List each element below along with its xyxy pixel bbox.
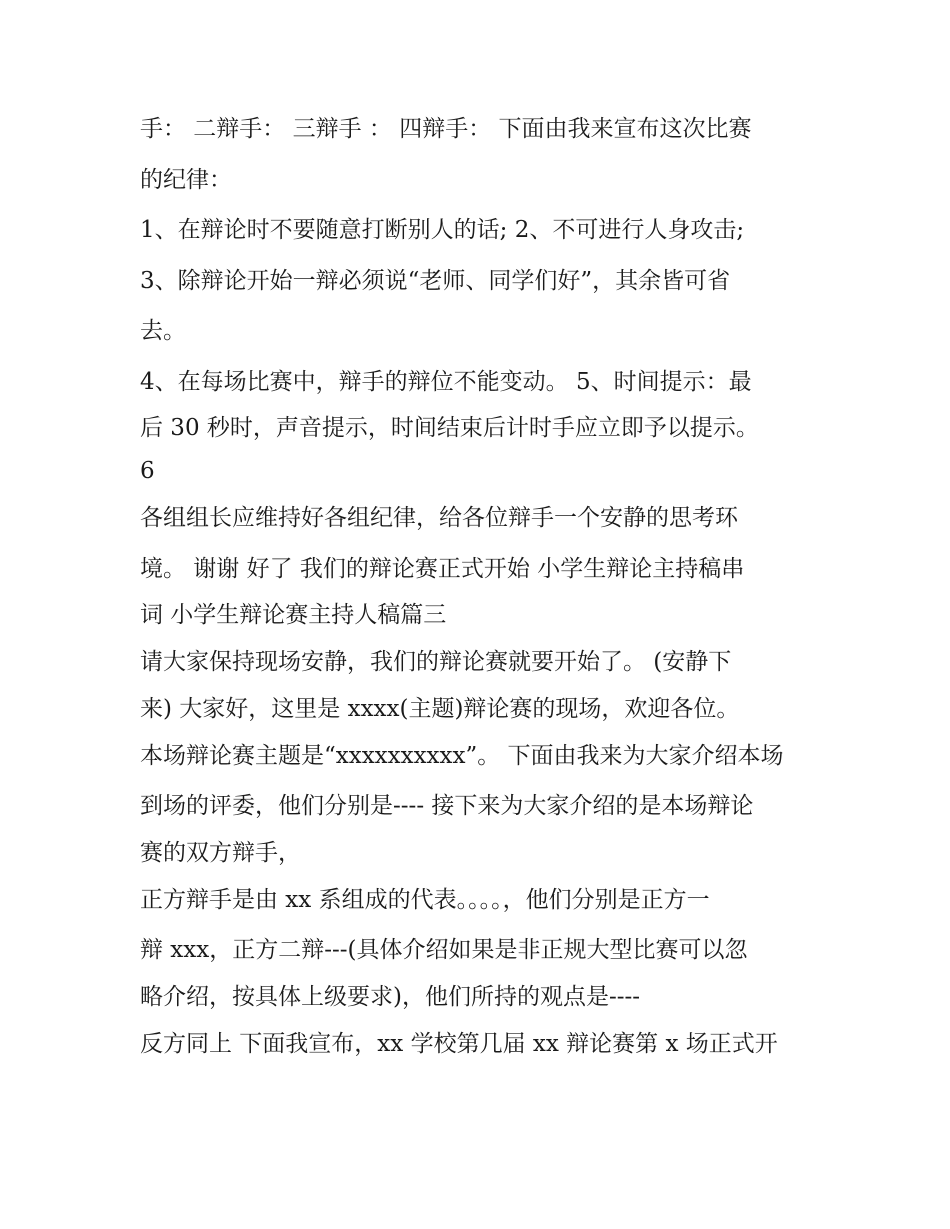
text-line: 请大家保持现场安静，我们的辩论赛就要开始了。 (安静下 — [140, 649, 732, 675]
text-line: 词 小学生辩论赛主持人稿篇三 — [140, 602, 447, 628]
text-line: 各组组长应维持好各组纪律，给各位辩手一个安静的思考环 — [140, 505, 738, 531]
document-text — [140, 104, 830, 1069]
text-line: 境。 谢谢 好了 我们的辩论赛正式开始 小学生辩论主持稿串 — [140, 555, 745, 582]
text-line: 辩 xxx，正方二辩---(具体介绍如果是非正规大型比赛可以忽 — [140, 937, 748, 963]
text-line: 的纪律： — [140, 166, 232, 193]
text-line: 6 — [140, 458, 155, 484]
text-line: 3、除辩论开始一辩必须说“老师、同学们好”，其余皆可省 — [140, 267, 731, 294]
text-line: 到场的评委，他们分别是---- 接下来为大家介绍的是本场辩论 — [140, 793, 754, 819]
text-line: 赛的双方辩手， — [140, 839, 301, 866]
text-line: 手： 二辩手： 三辩手 ： 四辩手： 下面由我来宣布这次比赛 — [140, 116, 752, 142]
text-line: 略介绍，按具体上级要求)，他们所持的观点是---- — [140, 983, 641, 1010]
text-line: 1、在辩论时不要随意打断别人的话; 2、不可进行人身攻击; — [140, 217, 745, 243]
text-line: 反方同上 下面我宣布，xx 学校第几届 xx 辩论赛第 x 场正式开 — [140, 1030, 778, 1057]
text-line: 去。 — [140, 318, 186, 344]
text-line: 本场辩论赛主题是“xxxxxxxxxx”。 下面由我来为大家介绍本场 — [140, 742, 784, 769]
text-line: 来) 大家好，这里是 xxxx(主题)辩论赛的现场，欢迎各位。 — [140, 695, 740, 722]
text-line: 正方辩手是由 xx 系组成的代表。。。。，他们分别是正方一 — [140, 886, 710, 913]
text-line: 4、在每场比赛中，辩手的辩位不能变动。 5、时间提示：最 — [140, 368, 752, 395]
text-line: 后 30 秒时，声音提示，时间结束后计时手应立即予以提示。 — [140, 415, 759, 441]
